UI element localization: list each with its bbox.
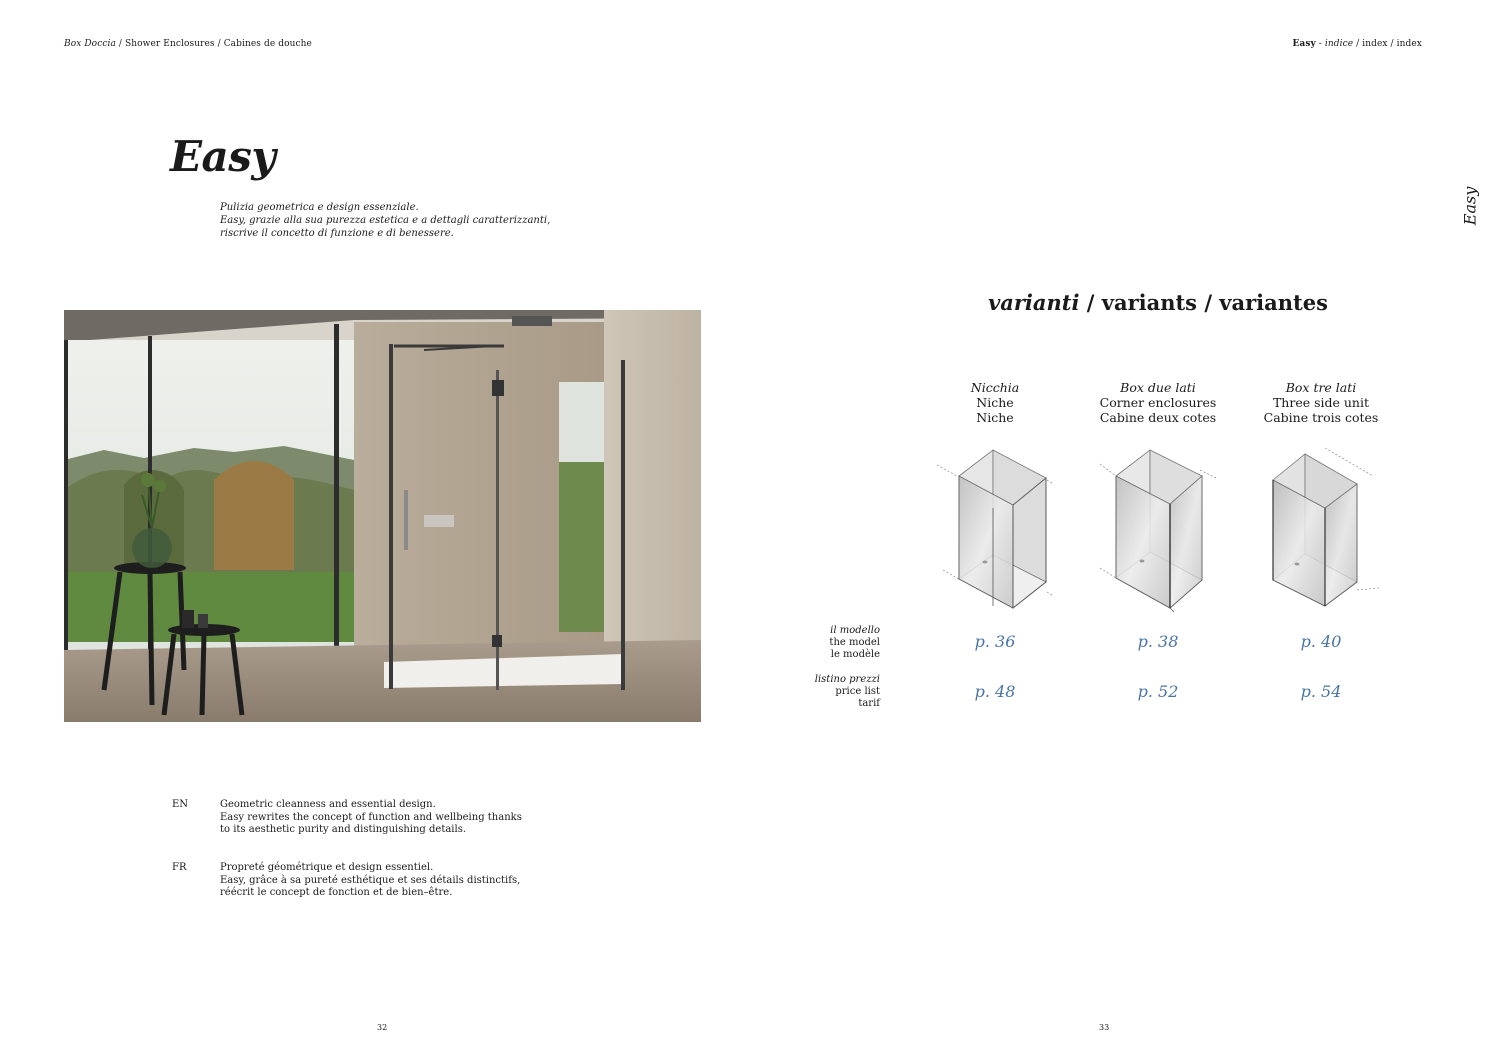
index-dash: - xyxy=(1315,39,1325,49)
row-label-fr: le modèle xyxy=(830,649,880,660)
intro-line: Pulizia geometrica e design essenziale. xyxy=(220,202,419,213)
row-label-en: the model xyxy=(829,637,880,648)
intro-line: riscrive il concetto di funzione e di benessere. xyxy=(220,228,454,239)
description-line: Easy rewrites the concept of function and wellbeing thanks xyxy=(220,811,522,823)
page-number-left: 32 xyxy=(377,1023,388,1032)
row-label-it: il modello xyxy=(830,625,880,636)
description-line: Easy, grâce à sa pureté esthétique et ses détails distinctifs, xyxy=(220,874,521,886)
page-title: Easy xyxy=(170,132,276,181)
description-line: Propreté géométrique et design essentiel. xyxy=(220,862,434,873)
product-photo xyxy=(64,310,701,722)
row-label-price-list xyxy=(760,674,880,710)
row-label-it: listino prezzi xyxy=(814,674,880,685)
variant-name-it: Box tre lati xyxy=(1285,380,1357,395)
model-page-link[interactable]: p. 36 xyxy=(974,632,1016,651)
language-code: EN xyxy=(172,799,189,810)
price-page-link[interactable]: p. 54 xyxy=(1300,682,1342,701)
variant-name-en: Niche xyxy=(976,395,1014,410)
description-line: to its aesthetic purity and distinguishing details. xyxy=(220,824,467,835)
row-label-fr: tarif xyxy=(858,698,880,709)
side-tab[interactable] xyxy=(1450,183,1486,229)
page-number-right: 33 xyxy=(1099,1023,1110,1032)
description-text xyxy=(220,862,520,900)
variant-name-fr: Niche xyxy=(976,410,1014,425)
three-side-enclosure-icon xyxy=(1261,440,1381,615)
breadcrumb xyxy=(64,39,312,49)
description-text xyxy=(220,799,520,837)
variant-name-en: Corner enclosures xyxy=(1099,395,1217,410)
variants-heading-rest: / variants / variantes xyxy=(1079,290,1328,315)
model-page-link[interactable]: p. 38 xyxy=(1137,632,1179,651)
variant-three-side-header xyxy=(1231,380,1411,425)
side-tab-label: Easy xyxy=(1460,186,1480,226)
variants-heading xyxy=(900,290,1416,315)
niche-enclosure-icon xyxy=(935,440,1055,615)
variant-name-fr: Cabine trois cotes xyxy=(1263,410,1379,425)
corner-enclosure-icon xyxy=(1098,440,1218,615)
variant-corner-header xyxy=(1068,380,1248,425)
breadcrumb-separator: / xyxy=(115,39,125,49)
variant-niche-header xyxy=(905,380,1085,425)
variant-name-it: Box due lati xyxy=(1120,380,1196,395)
variant-name-it: Nicchia xyxy=(970,380,1020,395)
index-link-rest[interactable]: / index / index xyxy=(1353,39,1422,49)
index-brand: Easy xyxy=(1292,39,1316,49)
description-line: Geometric cleanness and essential design. xyxy=(220,799,436,810)
row-label-model xyxy=(760,625,880,661)
intro-text xyxy=(220,201,550,240)
language-code: FR xyxy=(172,862,187,873)
index-breadcrumb xyxy=(1292,39,1422,49)
variant-name-en: Three side unit xyxy=(1272,395,1370,410)
intro-line: Easy, grazie alla sua purezza estetica e a dettagli caratterizzanti, xyxy=(220,215,551,226)
variants-heading-it: varianti xyxy=(988,290,1080,315)
price-page-link[interactable]: p. 48 xyxy=(974,682,1016,701)
description-line: réécrit le concept de fonction et de bien–être. xyxy=(220,887,453,898)
breadcrumb-category: Box Doccia xyxy=(64,39,116,49)
price-page-link[interactable]: p. 52 xyxy=(1137,682,1179,701)
model-page-link[interactable]: p. 40 xyxy=(1300,632,1342,651)
breadcrumb-rest: Shower Enclosures / Cabines de douche xyxy=(125,39,312,49)
row-label-en: price list xyxy=(835,686,880,697)
index-link-it[interactable]: indice xyxy=(1324,39,1354,49)
variant-name-fr: Cabine deux cotes xyxy=(1099,410,1217,425)
